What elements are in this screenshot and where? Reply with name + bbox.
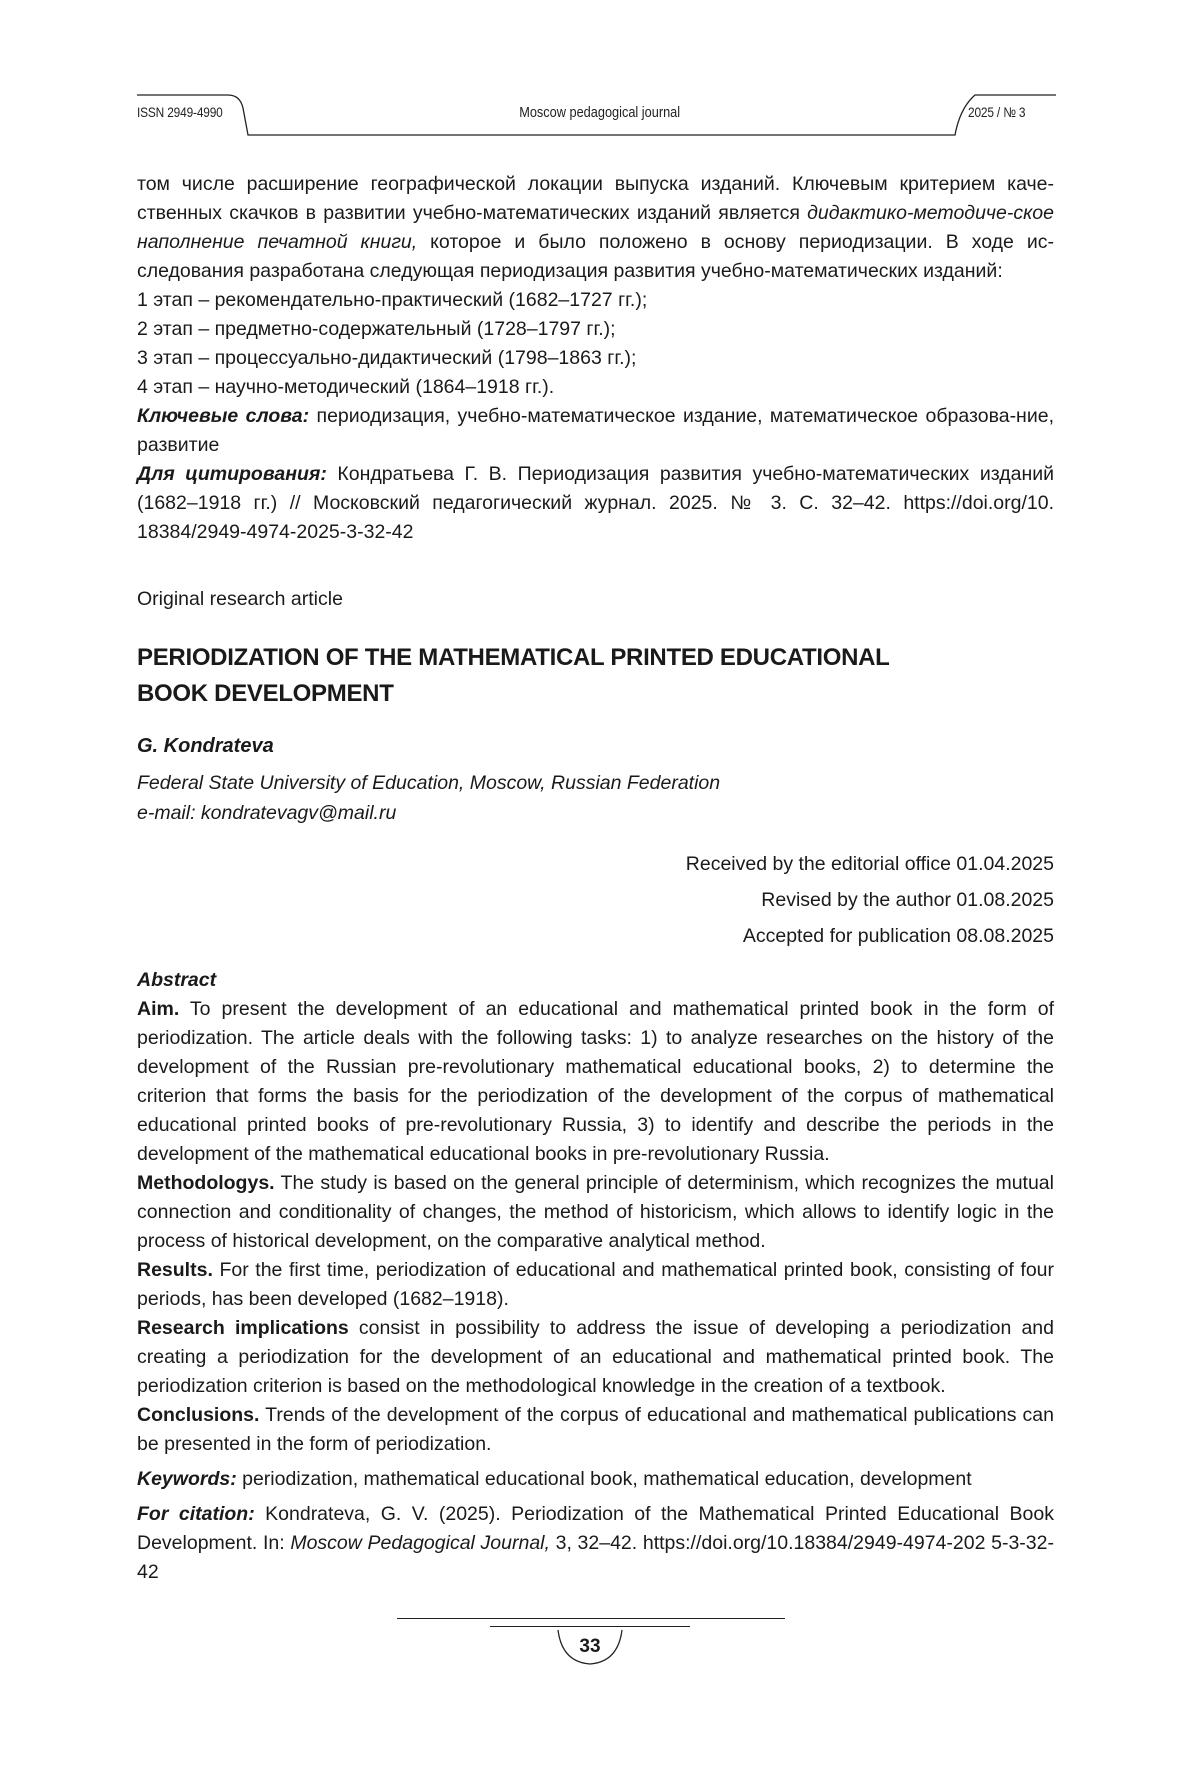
author-name: G. Kondrateva xyxy=(137,735,274,757)
stage-3: 3 этап – процессуально-дидактический (1798–1863 гг.); xyxy=(137,347,637,369)
stage-4: 4 этап – научно-методический (1864–1918 гг.). xyxy=(137,376,555,398)
abstract-citation: For citation: Kondrateva, G. V. (2025). Periodization of the Mathematical Printed Educational Book Development. In: Moscow Pedagogical Journal, 3, 32–42. https://doi.org/10.18384/2949-4974-202 5-3-32-42 xyxy=(137,1503,1054,1583)
date-received: Received by the editorial office 01.04.2025 xyxy=(685,853,1054,875)
ru-keywords: Ключевые слова: периодизация, учебно-математическое издание, математическое образова-ние, развитие xyxy=(137,405,1054,456)
article-type: Original research article xyxy=(137,588,343,610)
article-title: PERIODIZATION OF THE MATHEMATICAL PRINTED EDUCATIONAL BOOK DEVELOPMENT xyxy=(137,644,890,707)
date-revised: Revised by the author 01.08.2025 xyxy=(761,889,1054,911)
abstract-aim: Aim. To present the development of an educational and mathematical printed book in the form of periodization. The article deals with the following tasks: 1) to analyze researches on the history of the development of the Russian pre-revolutionary mathematical educational books, 2) to determine the criterion that forms the basis for the periodization of the development of the corpus of mathematical educational printed books of pre-revolutionary Russia, 3) to identify and describe the periods in the development of the mathematical educational books in pre-revolutionary Russia. xyxy=(137,998,1054,1165)
abstract-conclusions: Conclusions. Trends of the development of the corpus of educational and mathematical publications can be presented in the form of periodization. xyxy=(137,1404,1054,1455)
ru-abstract-paragraph: том числе расширение географической локации выпуска изданий. Ключевым критерием каче-ственных скачков в развитии учебно-математических изданий является дидактико-методиче-ское наполнение печатной книги, которое и было положено в основу периодизации. В ходе ис-следования разработана следующая периодизация развития учебно-математических изданий: xyxy=(137,173,1054,282)
ru-citation: Для цитирования: Кондратьева Г. В. Периодизация развития учебно-математических изданий (1682–1918 гг.) // Московский педагогический журнал. 2025. № 3. С. 32–42. https://doi.org/10. 18384/2949-4974-2025-3-32-42 xyxy=(137,463,1054,543)
author-email: e-mail: kondratevagv@mail.ru xyxy=(137,802,397,824)
publication-dates xyxy=(686,846,1054,954)
header-issn: ISSN 2949-4990 xyxy=(137,104,223,120)
page-number: 33 xyxy=(579,1636,601,1657)
abstract-heading: Abstract xyxy=(137,969,217,991)
abstract-methods: Methodologys. The study is based on the general principle of determinism, which recognizes the mutual connection and conditionality of changes, the method of historicism, which allows to identify logic in the process of historical development, on the comparative analytical method. xyxy=(137,1172,1054,1252)
date-accepted: Accepted for publication 08.08.2025 xyxy=(742,925,1054,947)
abstract-keywords: Keywords: periodization, mathematical educational book, mathematical education, development xyxy=(137,1468,972,1490)
stage-1: 1 этап – рекомендательно-практический (1682–1727 гг.); xyxy=(137,289,648,311)
footer-rule xyxy=(397,1618,785,1619)
header-issue: 2025 / № 3 xyxy=(968,104,1026,120)
abstract-implications: Research implications consist in possibility to address the issue of developing a periodization and creating a periodization for the development of an educational and mathematical printed book. The periodization criterion is based on the methodological knowledge in the creation of a textbook. xyxy=(137,1317,1054,1397)
header-journal: Moscow pedagogical journal xyxy=(519,104,681,121)
author-affiliation: Federal State University of Education, Moscow, Russian Federation e-mail: kondratevagv@mail.ru xyxy=(137,768,720,828)
en-abstract xyxy=(137,966,1054,1587)
stage-2: 2 этап – предметно-содержательный (1728–1797 гг.); xyxy=(137,318,616,340)
ru-abstract xyxy=(137,170,1054,547)
abstract-results: Results. For the first time, periodization of educational and mathematical printed book, consisting of four periods, has been developed (1682–1918). xyxy=(137,1259,1054,1310)
